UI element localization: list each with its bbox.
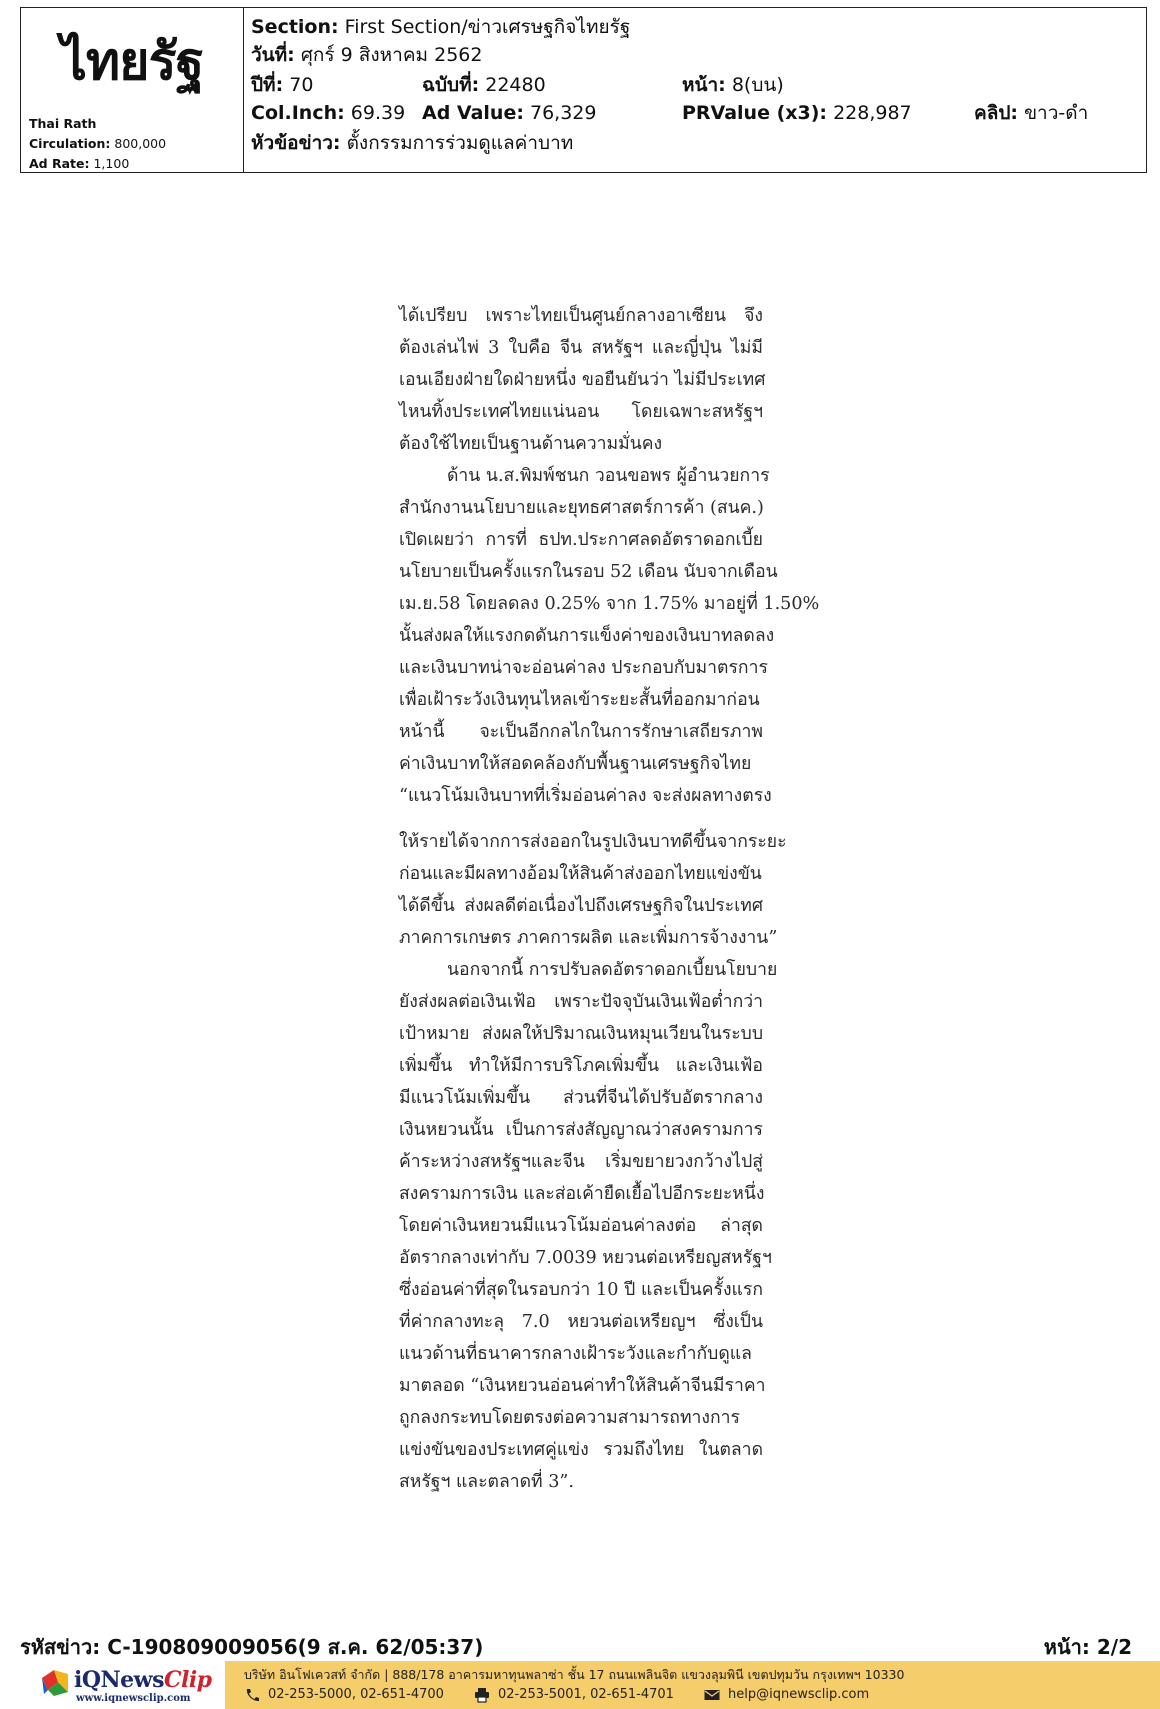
article-line: “แนวโน้มเงินบาทที่เริ่มอ่อนค่าลง จะส่งผลทางตรง [399, 786, 772, 806]
article-line: เพื่อเฝ้าระวังเงินทุนไหลเข้าระยะสั้นที่ออกมาก่อน [399, 690, 760, 710]
article-line: ต้องเล่นไพ่ 3 ใบคือ จีน สหรัฐฯ และญี่ปุ่น ไม่มี [399, 338, 763, 358]
phone-icon [244, 1688, 260, 1702]
ad-value-field: Ad Value: 76,329 [422, 102, 597, 124]
page-field: หน้า: 8(บน) [682, 74, 784, 96]
ad-rate: Ad Rate: 1,100 [29, 156, 130, 171]
article-line: มีแนวโน้มเพิ่มขึ้น ส่วนที่จีนได้ปรับอัตรากลาง [399, 1088, 763, 1108]
publication-name: Thai Rath [29, 116, 97, 131]
article-line: เป้าหมาย ส่งผลให้ปริมาณเงินหมุนเวียนในระบบ [399, 1024, 763, 1044]
article-line: แนวด้านที่ธนาคารกลางเฝ้าระวังและกำกับดูแล [399, 1344, 752, 1364]
article-line: สหรัฐฯ และตลาดที่ 3”. [399, 1472, 575, 1492]
footer-bar [0, 1661, 1160, 1709]
email-contact[interactable]: help@iqnewsclip.com [704, 1687, 869, 1702]
date-field: วันที่: ศุกร์ 9 สิงหาคม 2562 [251, 44, 483, 66]
article-line: ภาคการเกษตร ภาคการผลิต และเพิ่มการจ้างงาน” [399, 928, 778, 948]
brand-url: www.iqnewsclip.com [76, 1693, 191, 1704]
brand-name: iQNewsClip [74, 1667, 212, 1693]
article-line: เอนเอียงฝ่ายใดฝ่ายหนึ่ง ขอยืนยันว่า ไม่มีประเทศ [399, 370, 766, 390]
article-line: เงินหยวนนั้น เป็นการส่งสัญญาณว่าสงครามการ [399, 1120, 763, 1140]
article-line: ได้ดีขึ้น ส่งผลดีต่อเนื่องไปถึงเศรษฐกิจในประเทศ [399, 896, 763, 916]
news-code: รหัสข่าว: C-190809009056(9 ส.ค. 62/05:37) [20, 1635, 484, 1659]
article-line: อัตรากลางเท่ากับ 7.0039 หยวนต่อเหรียญสหรัฐฯ [399, 1248, 772, 1268]
headline-field: หัวข้อข่าว: ตั้งกรรมการร่วมดูแลค่าบาท [251, 132, 574, 154]
issue-field: ฉบับที่: 22480 [422, 74, 546, 96]
iqnewsclip-logo [0, 1661, 225, 1709]
article-line: มาตลอด “เงินหยวนอ่อนค่าทำให้สินค้าจีนมีราคา [399, 1376, 766, 1396]
article-line: แข่งขันของประเทศคู่แข่ง รวมถึงไทย ในตลาด [399, 1440, 763, 1460]
article-body [399, 300, 820, 1498]
article-line: ด้าน น.ส.พิมพ์ชนก วอนขอพร ผู้อำนวยการ [447, 466, 770, 486]
publication-logo: ไทยรัฐ [60, 32, 204, 92]
article-line: หน้านี้ จะเป็นอีกกลไกในการรักษาเสถียรภาพ [399, 722, 763, 742]
circulation: Circulation: 800,000 [29, 136, 167, 151]
article-line: ต้องใช้ไทยเป็นฐานด้านความมั่นคง [399, 434, 663, 454]
phone-contact: 02-253-5000, 02-651-4700 [244, 1687, 444, 1702]
article-line: นโยบายเป็นครั้งแรกในรอบ 52 เดือน นับจากเดือน [399, 562, 778, 582]
publication-panel [21, 8, 244, 172]
clip-header [20, 7, 1147, 173]
article-line: ค่าเงินบาทให้สอดคล้องกับพื้นฐานเศรษฐกิจไทย [399, 754, 752, 774]
article-line: ซึ่งอ่อนค่าที่สุดในรอบกว่า 10 ปี และเป็นครั้งแรก [399, 1280, 763, 1300]
fax-contact: 02-253-5001, 02-651-4701 [474, 1687, 674, 1702]
article-line: เม.ย.58 โดยลดลง 0.25% จาก 1.75% มาอยู่ที่ 1.50% [399, 594, 820, 614]
article-line: ค้าระหว่างสหรัฐฯและจีน เริ่มขยายวงกว้างไปสู่ [399, 1152, 763, 1172]
pr-value-field: PRValue (x3): 228,987 [682, 102, 912, 124]
article-line: เพิ่มขึ้น ทำให้มีการบริโภคเพิ่มขึ้น และเงินเฟ้อ [399, 1056, 763, 1076]
colinch-field: Col.Inch: 69.39 [251, 102, 406, 124]
year-field: ปีที่: 70 [251, 74, 314, 96]
article-line: ไหนทิ้งประเทศไทยแน่นอน โดยเฉพาะสหรัฐฯ [399, 402, 763, 422]
company-address: บริษัท อินโฟเควสท์ จำกัด | 888/178 อาคารมหาทุนพลาซ่า ชั้น 17 ถนนเพลินจิต แขวงลุมพินี เขตปทุมวัน กรุงเทพฯ 10330 [244, 1667, 905, 1682]
article-line: สงครามการเงิน และส่อเค้ายืดเยื้อไปอีกระยะหนึ่ง [399, 1184, 765, 1204]
article-line: นั้นส่งผลให้แรงกดดันการแข็งค่าของเงินบาทลดลง [399, 626, 775, 646]
article-line: นอกจากนี้ การปรับลดอัตราดอกเบี้ยนโยบาย [447, 960, 778, 980]
page-number: หน้า: 2/2 [1043, 1635, 1132, 1659]
article-line: ได้เปรียบ เพราะไทยเป็นศูนย์กลางอาเซียน จึง [399, 306, 763, 326]
brand-mark-icon [40, 1668, 72, 1698]
article-line: ที่ค่ากลางทะลุ 7.0 หยวนต่อเหรียญฯ ซึ่งเป็น [399, 1312, 763, 1332]
article-line: เปิดเผยว่า การที่ ธปท.ประกาศลดอัตราดอกเบี้ย [399, 530, 763, 550]
article-line: ให้รายได้จากการส่งออกในรูปเงินบาทดีขึ้นจากระยะ [399, 832, 787, 852]
section-field: Section: First Section/ข่าวเศรษฐกิจไทยรัฐ [251, 16, 631, 38]
article-line: ถูกลงกระทบโดยตรงต่อความสามารถทางการ [399, 1408, 741, 1428]
article-line: สำนักงานนโยบายและยุทธศาสตร์การค้า (สนค.) [399, 498, 764, 518]
article-line: ยังส่งผลต่อเงินเฟ้อ เพราะปัจจุบันเงินเฟ้อต่ำกว่า [399, 992, 763, 1012]
fax-icon [474, 1688, 490, 1702]
article-line: โดยค่าเงินหยวนมีแนวโน้มอ่อนค่าลงต่อ ล่าสุด [399, 1216, 763, 1236]
clip-type-field: คลิป: ขาว-ดำ [974, 102, 1089, 124]
article-line: และเงินบาทน่าจะอ่อนค่าลง ประกอบกับมาตรการ [399, 658, 768, 678]
email-icon [704, 1688, 720, 1702]
article-line: ก่อนและมีผลทางอ้อมให้สินค้าส่งออกไทยแข่งขัน [399, 864, 762, 884]
